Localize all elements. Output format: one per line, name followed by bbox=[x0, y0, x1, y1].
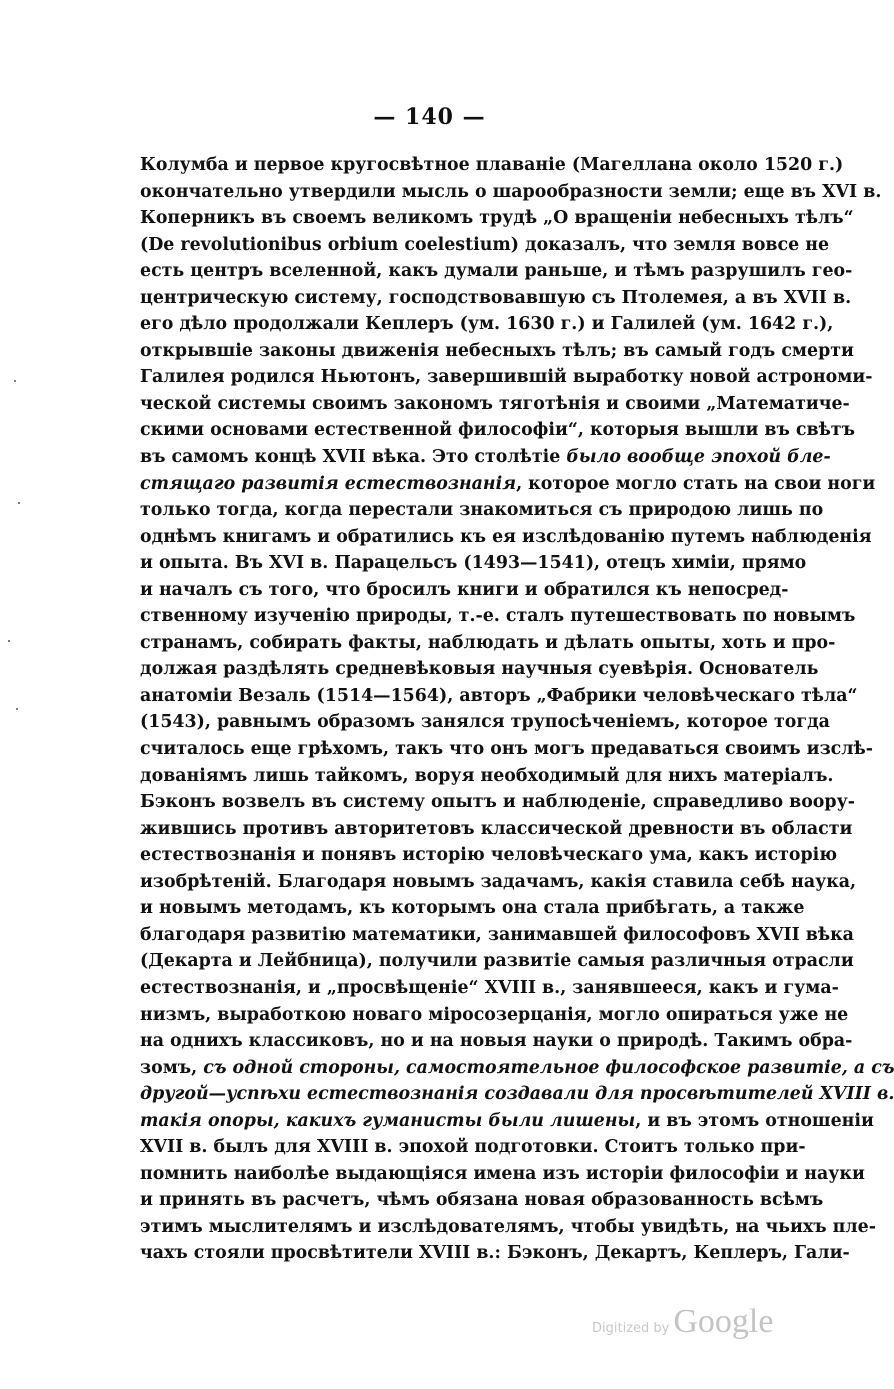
emphasis-text: такія опоры, какихъ гуманисты были лишены bbox=[140, 1110, 636, 1131]
text-line: Колумба и первое кругосвѣтное плаваніе (Магеллана около 1520 г.) bbox=[140, 155, 844, 175]
digitized-watermark bbox=[592, 1303, 773, 1341]
text-segment: въ самомъ концѣ XVII вѣка. Это столѣтіе bbox=[140, 447, 567, 468]
text-line: (Декарта и Лейбница), получили развитіе самыя различныя отрасли bbox=[140, 951, 854, 972]
text-line: (1543), равнымъ образомъ занялся трупосѣченіемъ, которое тогда bbox=[140, 712, 830, 733]
text-line: считалось еще грѣхомъ, такъ что онъ могъ предаваться своимъ изслѣ- bbox=[140, 739, 873, 760]
emphasis-text: стящаго развитія естествознанія bbox=[140, 473, 517, 494]
text-line: странамъ, собирать факты, наблюдать и дѣлать опыты, хоть и про- bbox=[140, 632, 836, 653]
text-line: ственному изученію природы, т.-е. сталъ путешествовать по новымъ bbox=[140, 606, 856, 627]
text-line bbox=[140, 1055, 894, 1082]
text-line: дованіямъ лишь тайкомъ, воруя необходимый для нихъ матеріалъ. bbox=[140, 765, 834, 786]
text-line: и началъ съ того, что бросилъ книги и обратился къ непосред- bbox=[140, 579, 789, 600]
text-line: естествознанія, и „просвѣщеніе“ XVIII в., занявшееся, какъ и гума- bbox=[140, 977, 839, 998]
text-line: только тогда, когда перестали знакомиться съ природою лишь по bbox=[140, 500, 824, 521]
text-line bbox=[140, 1081, 894, 1108]
text-segment: , и въ этомъ отношеніи bbox=[635, 1110, 874, 1131]
text-segment: зомъ, bbox=[140, 1057, 204, 1078]
body-text bbox=[140, 152, 894, 1267]
text-line: естествознанія и понявъ исторію человѣческаго ума, какъ исторію bbox=[140, 845, 838, 866]
text-line: и опыта. Въ XVI в. Парацельсъ (1493—1541), отецъ химіи, прямо bbox=[140, 553, 807, 574]
text-line: ческой системы своимъ закономъ тяготѣнія и своими „Математиче- bbox=[140, 393, 850, 414]
text-line: анатоміи Везаль (1514—1564), авторъ „Фабрики человѣческаго тѣла“ bbox=[140, 685, 858, 706]
text-line bbox=[140, 444, 831, 471]
text-line: и принять въ расчетъ, чѣмъ обязана новая образованность всѣмъ bbox=[140, 1190, 824, 1211]
text-line: благодаря развитію математики, занимавшей философовъ XVII вѣка bbox=[140, 924, 854, 945]
google-logo: Google bbox=[673, 1303, 774, 1340]
text-line: его дѣло продолжали Кеплеръ (ум. 1630 г.) и Галилей (ум. 1642 г.), bbox=[140, 314, 834, 335]
text-line: центрическую систему, господствовавшую съ Птолемея, а въ XVII в. bbox=[140, 287, 852, 308]
text-line: низмъ, выработкою новаго міросозерцанія, могло опираться уже не bbox=[140, 1004, 849, 1025]
emphasis-text: было вообще эпохой бле- bbox=[566, 447, 831, 468]
text-line: (De revolutionibus orbium coelestium) доказалъ, что земля вовсе не bbox=[140, 234, 830, 255]
scan-speck bbox=[16, 708, 18, 710]
text-line: есть центръ вселенной, какъ думали раньше, и тѣмъ разрушилъ гео- bbox=[140, 261, 853, 282]
text-line: изобрѣтеній. Благодаря новымъ задачамъ, какія ставила себѣ наука, bbox=[140, 871, 857, 892]
text-line: жившись противъ авторитетовъ классической древности въ области bbox=[140, 818, 853, 839]
text-line: скими основами естественной философіи“, которыя вышли въ свѣтъ bbox=[140, 420, 855, 441]
text-line: должая раздѣлять средневѣковыя научныя суевѣрія. Основатель bbox=[140, 659, 819, 680]
scan-speck bbox=[8, 640, 10, 642]
text-line: окончательно утвердили мысль о шарообразности земли; еще въ XVI в. bbox=[140, 181, 882, 202]
text-line bbox=[140, 1108, 874, 1135]
text-line: на однихъ классиковъ, но и на новыя науки о природѣ. Такимъ обра- bbox=[140, 1031, 853, 1052]
text-line: чахъ стояли просвѣтители XVIII в.: Бэконъ, Декартъ, Кеплеръ, Гали- bbox=[140, 1243, 850, 1264]
text-line: и новымъ методамъ, къ которымъ она стала прибѣгать, а также bbox=[140, 898, 805, 919]
scan-speck bbox=[14, 380, 16, 382]
watermark-prefix: Digitized by bbox=[592, 1321, 670, 1336]
text-line: Галилея родился Ньютонъ, завершившій выработку новой астрономи- bbox=[140, 367, 873, 388]
emphasis-text: съ одной стороны, самостоятельное философское развитіе, а съ bbox=[203, 1057, 894, 1078]
text-line: XVII в. былъ для XVIII в. эпохой подготовки. Стоитъ только при- bbox=[140, 1137, 806, 1158]
text-line: однѣмъ книгамъ и обратились къ ея изслѣдованію путемъ наблюденія bbox=[140, 526, 872, 547]
text-line: этимъ мыслителямъ и изслѣдователямъ, чтобы увидѣть, на чьихъ пле- bbox=[140, 1216, 876, 1237]
emphasis-text: другой—успѣхи естествознанія создавали для просвѣтителей XVIII в. bbox=[140, 1084, 894, 1105]
scan-speck bbox=[18, 502, 20, 504]
text-line: Бэконъ возвелъ въ систему опытъ и наблюденіе, справедливо воору- bbox=[140, 792, 855, 813]
text-line: помнить наиболѣе выдающіяся имена изъ исторіи философіи и науки bbox=[140, 1163, 865, 1184]
page-number: — 140 — bbox=[373, 104, 486, 130]
text-segment: , которое могло стать на свои ноги bbox=[516, 473, 876, 494]
text-line: открывшіе законы движенія небесныхъ тѣлъ; въ самый годъ смерти bbox=[140, 340, 854, 361]
text-line bbox=[140, 471, 876, 498]
text-line: Коперникъ въ своемъ великомъ трудѣ „О вращеніи небесныхъ тѣлъ“ bbox=[140, 208, 854, 229]
